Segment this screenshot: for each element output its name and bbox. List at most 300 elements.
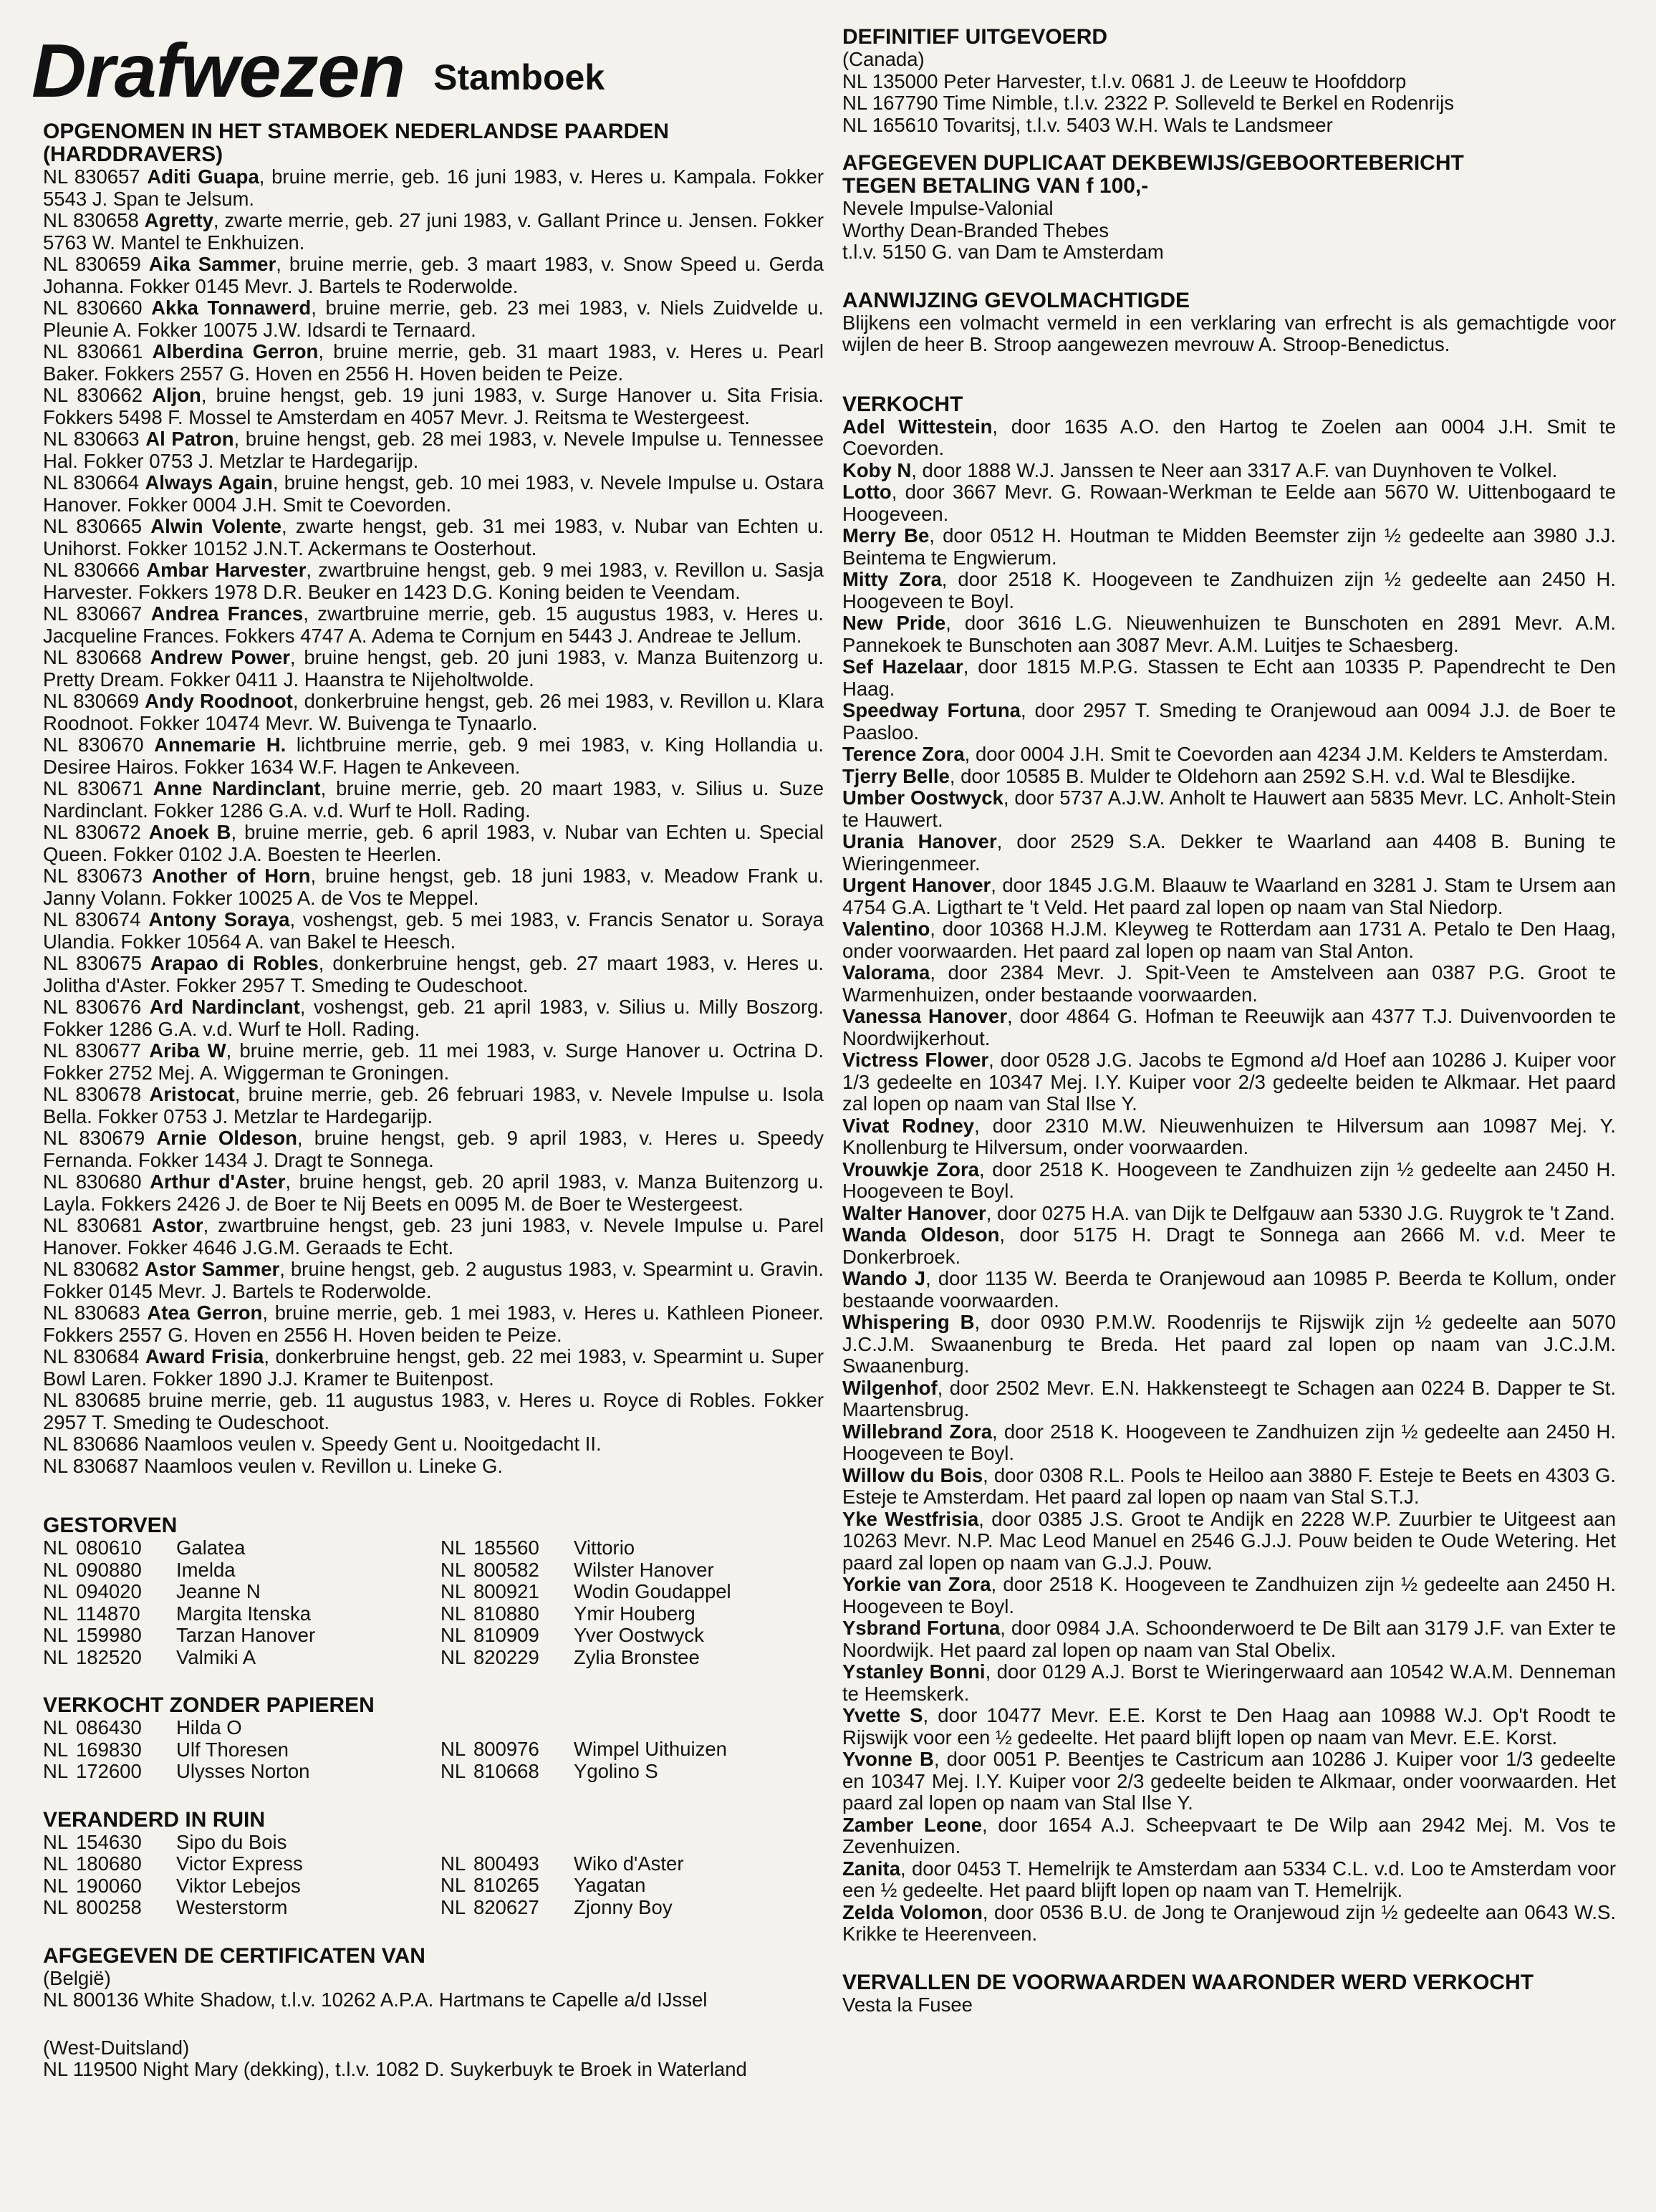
entry-details: , door 2518 K. Hoogeveen te Zandhuizen zijn ½ gedeelte aan 2450 H. Hoogeveen te Boyl. bbox=[842, 1573, 1616, 1617]
entry-details: , door 0051 P. Beentjes te Castricum aan 10286 J. Kuiper voor 1/3 gedeelte en 10347 Mej. I.Y. Kuiper voor 2/3 gedeelte beiden te Alkmaar, onder voorwaarden. Het paard zal lopen op naam van Stal Ilse Y. bbox=[842, 1748, 1616, 1814]
register-row bbox=[441, 1761, 824, 1783]
entry-details: , door 0129 A.J. Borst te Wieringerwaard aan 10542 W.A.M. Denneman te Heemskerk. bbox=[842, 1660, 1616, 1705]
entry-number: NL 830681 bbox=[43, 1214, 152, 1236]
entry-details: , door 2518 K. Hoogeveen te Zandhuizen zijn ½ gedeelte aan 2450 H. Hoogeveen te Boyl. bbox=[842, 568, 1617, 612]
register-prefix: NL bbox=[43, 1830, 69, 1853]
entry-details: , door 1888 W.J. Janssen te Neer aan 3317 A.F. van Duynhoven te Volkel. bbox=[911, 458, 1558, 481]
register-number: 810909 bbox=[473, 1624, 539, 1646]
verkocht-entry bbox=[842, 656, 1616, 700]
horse-name: Andrea Frances bbox=[150, 602, 304, 625]
register-number: 810668 bbox=[473, 1759, 539, 1782]
gestorven-table bbox=[43, 1537, 824, 1668]
horse-name: Sef Hazelaar bbox=[842, 655, 963, 678]
entry-number: NL 830666 bbox=[43, 559, 147, 581]
entry-number: NL 830679 bbox=[43, 1127, 157, 1149]
register-number: 800921 bbox=[473, 1580, 539, 1602]
entry-details: , door 0308 R.L. Pools te Heiloo aan 3880 F. Esteje te Beets en 4303 G. Esteje te Amsterdam. Het paard zal lopen op naam van Stal S.T.J. bbox=[842, 1463, 1616, 1508]
horse-name: Zamber Leone bbox=[842, 1813, 983, 1836]
register-prefix: NL bbox=[441, 1852, 466, 1875]
horse-name: Zelda Volomon bbox=[842, 1900, 983, 1923]
register-row bbox=[43, 1581, 426, 1603]
certificaten-country-1: (België) bbox=[43, 1966, 111, 1989]
entry-details: , door 0930 P.M.W. Roodenrijs te Rijswijk zijn ½ gedeelte aan 5070 J.C.J.M. Swaanenburg te Breda. Het paard zal lopen op naam van J.C.J.M. Swaanenburg. bbox=[842, 1311, 1616, 1377]
section-heading-duplicaat-2: TEGEN BETALING VAN f 100,- bbox=[842, 174, 1149, 198]
entry-number: NL 830669 bbox=[43, 690, 145, 712]
horse-name: Andrew Power bbox=[150, 646, 290, 668]
register-number: 185560 bbox=[473, 1537, 539, 1559]
horse-name: Speedway Fortuna bbox=[842, 699, 1021, 721]
entry-details: lichtbruine merrie, geb. 9 mei 1983, v. King Hollandia u. Desiree Hairos. Fokker 1634 W.F. Hagen te Ankeveen. bbox=[43, 734, 824, 778]
register-prefix: NL bbox=[43, 1624, 69, 1646]
entry-details: , voshengst, geb. 5 mei 1983, v. Francis Senator u. Soraya Ulandia. Fokker 10564 A. van Bakel te Heesch. bbox=[43, 908, 824, 953]
register-row bbox=[43, 1625, 426, 1647]
verkocht-entry bbox=[842, 1509, 1616, 1574]
horse-name: Another of Horn bbox=[151, 865, 311, 887]
register-row bbox=[43, 1853, 426, 1875]
entry-details: , door 1635 A.O. den Hartog te Zoelen aan 0004 J.H. Smit te Coevorden. bbox=[842, 415, 1616, 459]
verkocht-entry bbox=[842, 766, 1616, 788]
horse-name: Zanita bbox=[842, 1857, 900, 1880]
register-prefix: NL bbox=[43, 1537, 69, 1559]
gevolmachtigde-text: Blijkens een volmacht vermeld in een verklaring van erfrecht is als gemachtigde voor wijlen de heer B. Stroop aangewezen mevrouw A. Stroop-Benedictus. bbox=[842, 311, 1616, 355]
register-number: 820627 bbox=[473, 1895, 539, 1918]
gestorven-right bbox=[441, 1537, 824, 1668]
verkocht-entry bbox=[842, 787, 1616, 831]
horse-name: Vanessa Hanover bbox=[842, 1005, 1008, 1027]
register-prefix: NL bbox=[441, 1738, 466, 1760]
duplicaat-line: Nevele Impulse-Valonial bbox=[842, 197, 1054, 219]
section-heading-definitief: DEFINITIEF UITGEVOERD bbox=[842, 25, 1108, 49]
entry-number: NL 830660 bbox=[43, 297, 152, 319]
stamboek-entry bbox=[43, 1346, 824, 1390]
register-number: 090880 bbox=[76, 1558, 142, 1581]
horse-name: Aika Sammer bbox=[148, 253, 276, 275]
entry-details: , door 3616 L.G. Nieuwenhuizen te Bunschoten en 2891 Mevr. A.M. Pannekoek te Bunschoten aan 3087 Mevr. A.M. Luitjes te Schaesberg. bbox=[842, 612, 1616, 656]
entry-details: , bruine hengst, geb. 20 juni 1983, v. Manza Buitenzorg u. Pretty Dream. Fokker 0411 J. Haanstra te Nijeholtwolde. bbox=[43, 646, 824, 691]
zonder-papieren-table bbox=[43, 1717, 824, 1783]
horse-name: Umber Oostwyck bbox=[842, 787, 1003, 809]
stamboek-entry bbox=[43, 428, 824, 472]
horse-name: Alwin Volente bbox=[150, 515, 282, 537]
stamboek-entry bbox=[43, 254, 824, 297]
entry-number: NL 830685 bbox=[43, 1389, 148, 1411]
verkocht-entry bbox=[842, 1902, 1616, 1946]
horse-name: Aljon bbox=[152, 384, 201, 406]
horse-name: Wilgenhof bbox=[842, 1376, 938, 1399]
register-number: 154630 bbox=[76, 1830, 142, 1853]
horse-name: Whispering B bbox=[842, 1311, 975, 1333]
horse-name: Ymir Houberg bbox=[574, 1602, 695, 1625]
entry-number: NL 830664 bbox=[43, 471, 145, 494]
horse-name: Akka Tonnawerd bbox=[151, 297, 312, 319]
entry-number: NL 830687 bbox=[43, 1454, 145, 1477]
verkocht-entry bbox=[842, 1858, 1616, 1902]
horse-name: Jeanne N bbox=[176, 1580, 261, 1602]
register-number: 182520 bbox=[76, 1645, 142, 1668]
register-number: 172600 bbox=[76, 1760, 142, 1782]
entry-details: , bruine hengst, geb. 18 juni 1983, v. Meadow Frank u. Janny Volann. Fokker 10025 A. de Vos te Meppel. bbox=[43, 865, 824, 909]
entry-details: , door 10585 B. Mulder te Oldehorn aan 2592 S.H. v.d. Wal te Blesdijke. bbox=[949, 764, 1576, 787]
stamboek-entry bbox=[43, 953, 824, 996]
ruin-table bbox=[43, 1832, 824, 1919]
entry-number: NL 830672 bbox=[43, 821, 149, 843]
horse-name: Alberdina Gerron bbox=[152, 340, 319, 362]
register-number: 094020 bbox=[76, 1580, 142, 1602]
horse-name: Adel Wittestein bbox=[842, 415, 993, 438]
entry-number: NL 830659 bbox=[43, 253, 149, 275]
entry-number: NL 830661 bbox=[43, 340, 153, 362]
entry-number: NL 830657 bbox=[43, 165, 148, 188]
horse-name: Yorkie van Zora bbox=[842, 1573, 991, 1595]
horse-name: Willow du Bois bbox=[842, 1463, 983, 1486]
horse-name: Arapao di Robles bbox=[150, 952, 319, 974]
entry-number: NL 830684 bbox=[43, 1345, 145, 1367]
entry-number: NL 830662 bbox=[43, 384, 153, 406]
register-number: 114870 bbox=[76, 1602, 140, 1625]
stamboek-entry bbox=[43, 1215, 824, 1259]
horse-name: Ygolino S bbox=[574, 1759, 658, 1782]
register-row bbox=[441, 1647, 824, 1669]
entry-details: , bruine hengst, geb. 28 mei 1983, v. Nevele Impulse u. Tennessee Hal. Fokker 0753 J. Metzlar te Hardegarijp. bbox=[43, 428, 824, 472]
stamboek-entry bbox=[43, 778, 824, 822]
entry-number: NL 830670 bbox=[43, 734, 155, 756]
horse-name: Award Frisia bbox=[145, 1345, 264, 1367]
verkocht-entry bbox=[842, 1268, 1616, 1312]
register-number: 086430 bbox=[76, 1716, 142, 1739]
register-row bbox=[441, 1875, 824, 1897]
register-number: 820229 bbox=[473, 1645, 539, 1668]
verkocht-entry bbox=[842, 918, 1616, 962]
verkocht-entry bbox=[842, 1159, 1616, 1203]
right-column bbox=[842, 0, 1616, 2016]
horse-name: Al Patron bbox=[145, 428, 234, 450]
verkocht-entry bbox=[842, 1661, 1616, 1705]
ruin-left bbox=[43, 1832, 426, 1919]
register-prefix: NL bbox=[441, 1624, 466, 1646]
horse-name: Walter Hanover bbox=[842, 1201, 986, 1224]
horse-name: Hilda O bbox=[176, 1716, 242, 1739]
horse-name: Victress Flower bbox=[842, 1049, 989, 1071]
section-heading-vervallen: VERVALLEN DE VOORWAARDEN WAARONDER WERD VERKOCHT bbox=[842, 1970, 1534, 1994]
register-number: 169830 bbox=[76, 1738, 142, 1761]
horse-name: Yvette S bbox=[842, 1704, 923, 1726]
register-row bbox=[43, 1875, 426, 1898]
horse-name: Wanda Oldeson bbox=[842, 1223, 1000, 1246]
horse-name: Agretty bbox=[144, 209, 213, 231]
horse-name: Westerstorm bbox=[176, 1896, 288, 1918]
verkocht-entry bbox=[842, 1574, 1616, 1617]
entry-details: , door 5737 A.J.W. Anholt te Hauwert aan 5835 Mevr. LC. Anholt-Stein te Hauwert. bbox=[842, 787, 1616, 831]
entry-details: , bruine merrie, geb. 16 juni 1983, v. Heres u. Kampala. Fokker 5543 J. Span te Jelsum. bbox=[43, 165, 824, 210]
register-row bbox=[43, 1761, 426, 1783]
entry-details: , bruine hengst, geb. 10 mei 1983, v. Nevele Impulse u. Ostara Hanover. Fokker 0004 J.H. Smit te Coevorden. bbox=[43, 471, 824, 516]
entry-details: , door 4864 G. Hofman te Reeuwijk aan 4377 T.J. Duivenvoorden te Noordwijkerhout. bbox=[842, 1005, 1616, 1049]
verkocht-entry bbox=[842, 1115, 1616, 1159]
horse-name: Astor bbox=[151, 1214, 203, 1236]
definitief-line: NL 167790 Time Nimble, t.l.v. 2322 P. Solleveld te Berkel en Rodenrijs bbox=[842, 92, 1454, 114]
register-number: 180680 bbox=[76, 1852, 142, 1875]
horse-name: Wilster Hanover bbox=[574, 1558, 714, 1581]
register-prefix: NL bbox=[43, 1738, 69, 1761]
stamboek-entry bbox=[43, 516, 824, 559]
entry-details: , door 2518 K. Hoogeveen te Zandhuizen zijn ½ gedeelte aan 2450 H. Hoogeveen te Boyl. bbox=[842, 1158, 1616, 1202]
horse-name: Mitty Zora bbox=[842, 568, 942, 590]
verkocht-entry bbox=[842, 612, 1616, 656]
entry-details: , door 10368 H.J.M. Kleyweg te Rotterdam aan 1731 A. Petalo te Den Haag, onder voorwaarden. Het paard zal lopen op naam van Stal Anton. bbox=[842, 918, 1616, 962]
entry-details: , bruine merrie, geb. 6 april 1983, v. Nubar van Echten u. Special Queen. Fokker 0102 J.A. Boesten te Heerlen. bbox=[43, 821, 824, 865]
horse-name: Antony Soraya bbox=[148, 908, 290, 931]
section-heading-certificaten: AFGEGEVEN DE CERTIFICATEN VAN bbox=[43, 1943, 425, 1968]
vervallen-line: Vesta la Fusee bbox=[842, 1993, 973, 2016]
stamboek-entry bbox=[43, 210, 824, 254]
stamboek-entry bbox=[43, 559, 824, 603]
entry-number: NL 830667 bbox=[43, 602, 151, 625]
entry-details: , door 2384 Mevr. J. Spit-Veen te Amstelveen aan 0387 P.G. Groot te Warmenhuizen, onder bestaande voorwaarden. bbox=[842, 961, 1616, 1006]
horse-name: Aditi Guapa bbox=[147, 165, 259, 188]
horse-name: Wodin Goudappel bbox=[574, 1580, 731, 1602]
stamboek-entry bbox=[43, 909, 824, 953]
horse-name: Merry Be bbox=[842, 524, 930, 547]
horse-name: Always Again bbox=[145, 471, 273, 494]
horse-name: Astor Sammer bbox=[144, 1258, 280, 1280]
register-prefix: NL bbox=[441, 1895, 466, 1918]
horse-name: Arthur d'Aster bbox=[150, 1170, 286, 1193]
verkocht-entry bbox=[842, 1312, 1616, 1377]
gestorven-left bbox=[43, 1537, 426, 1668]
horse-name: Wando J bbox=[842, 1267, 926, 1289]
ruin-right bbox=[441, 1832, 824, 1919]
stamboek-entry bbox=[43, 647, 824, 691]
register-number: 810265 bbox=[473, 1874, 539, 1896]
entry-details: , zwartbruine hengst, geb. 9 mei 1983, v. Revillon u. Sasja Harvester. Fokkers 1978 D.R. Beuker en 1423 D.G. Koning beiden te Veendam. bbox=[43, 559, 824, 603]
entry-details: , bruine merrie, geb. 23 mei 1983, v. Niels Zuidvelde u. Pleunie A. Fokker 10075 J.W. Idsardi te Ternaard. bbox=[43, 297, 824, 341]
register-row bbox=[441, 1739, 824, 1761]
verkocht-entry bbox=[842, 1465, 1616, 1509]
entry-details: , zwarte hengst, geb. 31 mei 1983, v. Nubar van Echten u. Unihorst. Fokker 10152 J.N.T. Ackermans te Oosterhout. bbox=[43, 515, 824, 559]
entry-details: , bruine hengst, geb. 20 april 1983, v. Manza Buitenzorg u. Layla. Fokkers 2426 J. de Boer te Nij Beets en 0095 M. de Boer te Westergeest. bbox=[43, 1170, 824, 1215]
stamboek-entry bbox=[43, 1302, 824, 1346]
verkocht-entry bbox=[842, 1814, 1616, 1858]
register-row bbox=[43, 1832, 426, 1854]
certificaten-line-2: NL 119500 Night Mary (dekking), t.l.v. 1082 D. Suykerbuyk te Broek in Waterland bbox=[43, 2058, 747, 2080]
horse-name: Ulf Thoresen bbox=[176, 1738, 289, 1761]
stamboek-entry bbox=[43, 1171, 824, 1215]
register-prefix: NL bbox=[43, 1760, 69, 1782]
section-heading-verkocht: VERKOCHT bbox=[842, 392, 963, 416]
register-row bbox=[43, 1647, 426, 1669]
horse-name: Ard Nardinclant bbox=[149, 996, 300, 1018]
verkocht-entry bbox=[842, 481, 1616, 525]
entry-details: , door 0536 B.U. de Jong te Oranjewoud zijn ½ gedeelte aan 0643 W.S. Krikke te Heerenveen. bbox=[842, 1900, 1617, 1945]
register-row bbox=[441, 1897, 824, 1919]
horse-name: Vrouwkje Zora bbox=[842, 1158, 979, 1180]
entry-details: , door 2310 M.W. Nieuwenhuizen te Hilversum aan 10987 Mej. Y. Knollenburg te Hilversum, onder voorwaarden. bbox=[842, 1114, 1617, 1158]
entry-number: NL 830663 bbox=[43, 428, 146, 450]
duplicaat-line: t.l.v. 5150 G. van Dam te Amsterdam bbox=[842, 241, 1164, 263]
section-heading-gevolmachtigde: AANWIJZING GEVOLMACHTIGDE bbox=[842, 288, 1190, 312]
entry-details: , door 0453 T. Hemelrijk te Amsterdam aan 5334 C.L. v.d. Loo te Amsterdam voor een ½ gedeelte. Het paard blijft lopen op naam van T. Hemelrijk. bbox=[842, 1857, 1616, 1901]
entry-details: , door 10477 Mevr. E.E. Korst te Den Haag aan 10988 W.J. Op't Roodt te Rijswijk voor een ½ gedeelte. Het paard blijft lopen op naam van Mevr. E.E. Korst. bbox=[842, 1704, 1616, 1749]
register-row bbox=[441, 1559, 824, 1582]
section-heading-gestorven: GESTORVEN bbox=[43, 1514, 178, 1537]
left-column bbox=[43, 0, 824, 2081]
register-row bbox=[43, 1603, 426, 1625]
entry-number: NL 830671 bbox=[43, 777, 153, 799]
section-heading-opgenomen: OPGENOMEN IN HET STAMBOEK NEDERLANDSE PAARDEN bbox=[43, 120, 669, 143]
horse-name: Yver Oostwyck bbox=[574, 1624, 704, 1646]
verkocht-list bbox=[842, 416, 1616, 1946]
verkocht-entry bbox=[842, 1049, 1616, 1115]
stamboek-entry bbox=[43, 1259, 824, 1302]
horse-name: Annemarie H. bbox=[154, 734, 287, 756]
entry-details: , door 0275 H.A. van Dijk te Delfgauw aan 5330 J.G. Ruygrok te 't Zand. bbox=[986, 1201, 1615, 1224]
entry-details: , zwarte merrie, geb. 27 juni 1983, v. Gallant Prince u. Jensen. Fokker 5763 W. Mantel te Enkhuizen. bbox=[43, 209, 824, 254]
entry-details: , door 2502 Mevr. E.N. Hakkensteegt te Schagen aan 0224 B. Dapper te St. Maartensbrug. bbox=[842, 1376, 1616, 1420]
horse-name: Viktor Lebejos bbox=[176, 1874, 301, 1897]
horse-name: Wimpel Uithuizen bbox=[574, 1738, 727, 1760]
verkocht-entry bbox=[842, 460, 1616, 482]
stamboek-entry bbox=[43, 1040, 824, 1084]
horse-name: Valentino bbox=[842, 918, 930, 940]
horse-name: Vivat Rodney bbox=[842, 1114, 975, 1137]
entry-details: , voshengst, geb. 21 april 1983, v. Silius u. Milly Boszorg. Fokker 1286 G.A. v.d. Wurf te Holl. Rading. bbox=[43, 996, 824, 1040]
verkocht-entry bbox=[842, 1006, 1616, 1049]
entry-number: NL 830677 bbox=[43, 1039, 150, 1062]
register-number: 800493 bbox=[473, 1852, 539, 1875]
stamboek-entry bbox=[43, 1127, 824, 1171]
entry-number: NL 830674 bbox=[43, 908, 149, 931]
entry-details: , door 1135 W. Beerda te Oranjewoud aan 10985 P. Beerda te Kollum, onder bestaande voorwaarden. bbox=[842, 1267, 1616, 1312]
verkocht-entry bbox=[842, 525, 1616, 569]
horse-name: Willebrand Zora bbox=[842, 1420, 993, 1443]
entry-number: NL 830676 bbox=[43, 996, 150, 1018]
entry-number: NL 830680 bbox=[43, 1170, 150, 1193]
entry-details: , donkerbruine hengst, geb. 27 maart 1983, v. Heres u. Jolitha d'Aster. Fokker 2957 T. Smeding te Oudeschoot. bbox=[43, 952, 824, 996]
duplicaat-line: Worthy Dean-Branded Thebes bbox=[842, 218, 1109, 241]
horse-name: Ystanley Bonni bbox=[842, 1660, 986, 1683]
entry-details: , door 2518 K. Hoogeveen te Zandhuizen zijn ½ gedeelte aan 2450 H. Hoogeveen te Boyl. bbox=[842, 1420, 1616, 1464]
register-prefix: NL bbox=[43, 1852, 69, 1875]
entry-number: NL 830675 bbox=[43, 952, 150, 974]
stamboek-entry bbox=[43, 865, 824, 909]
certificaten-country-2: (West-Duitsland) bbox=[43, 2036, 190, 2059]
verkocht-entry bbox=[842, 875, 1616, 918]
register-prefix: NL bbox=[43, 1874, 69, 1897]
section-subheading-harddravers: (HARDDRAVERS) bbox=[43, 143, 223, 166]
stamboek-entry bbox=[43, 996, 824, 1040]
definitief-line: NL 165610 Tovaritsj, t.l.v. 5403 W.H. Wals te Landsmeer bbox=[842, 113, 1333, 136]
horse-name: Terence Zora bbox=[842, 743, 965, 765]
horse-name: Yke Westfrisia bbox=[842, 1507, 979, 1530]
verkocht-entry bbox=[842, 962, 1616, 1006]
register-row bbox=[43, 1897, 426, 1919]
entry-details: , door 0528 J.G. Jacobs te Egmond a/d Hoef aan 10286 J. Kuiper voor 1/3 gedeelte en 10347 Mej. I.Y. Kuiper voor 2/3 gedeelte beiden te Alkmaar. Het paard zal lopen op naam van Stal Ilse Y. bbox=[842, 1049, 1616, 1115]
stamboek-entry bbox=[43, 691, 824, 734]
horse-name: Yagatan bbox=[574, 1874, 646, 1896]
register-prefix: NL bbox=[43, 1602, 69, 1625]
verkocht-entry bbox=[842, 744, 1616, 766]
register-row bbox=[441, 1853, 824, 1875]
stamboek-entry bbox=[43, 822, 824, 865]
register-row bbox=[441, 1537, 824, 1559]
horse-name: Valmiki A bbox=[176, 1645, 256, 1668]
entry-details: Naamloos veulen v. Speedy Gent u. Nooitgedacht II. bbox=[144, 1433, 602, 1455]
entry-details: , zwartbruine merrie, geb. 15 augustus 1983, v. Heres u. Jacqueline Frances. Fokkers 4747 A. Adema te Cornjum en 5443 J. Andreae te Jellum. bbox=[43, 602, 824, 647]
horse-name: Tarzan Hanover bbox=[176, 1624, 316, 1646]
horse-name: Valorama bbox=[842, 961, 930, 984]
horse-name: Urania Hanover bbox=[842, 830, 997, 852]
register-row bbox=[43, 1717, 426, 1739]
certificaten-line-1: NL 800136 White Shadow, t.l.v. 10262 A.P.A. Hartmans te Capelle a/d IJssel bbox=[43, 1989, 708, 2011]
horse-name: Ambar Harvester bbox=[146, 559, 307, 581]
definitief-line: NL 135000 Peter Harvester, t.l.v. 0681 J. de Leeuw te Hoofddorp bbox=[842, 69, 1407, 92]
entry-details: , bruine hengst, geb. 19 juni 1983, v. Surge Hanover u. Sita Frisia. Fokkers 5498 F. Mossel te Amsterdam en 4057 Mevr. J. Reitsma te Westergeest. bbox=[43, 384, 824, 428]
entry-number: NL 830682 bbox=[43, 1258, 145, 1280]
horse-name: Ysbrand Fortuna bbox=[842, 1617, 1001, 1639]
entry-details: , bruine merrie, geb. 3 maart 1983, v. Snow Speed u. Gerda Johanna. Fokker 0145 Mevr. J. Bartels te Roderwolde. bbox=[43, 253, 824, 297]
register-number: 800976 bbox=[473, 1738, 539, 1760]
verkocht-entry bbox=[842, 1421, 1616, 1465]
horse-name: New Pride bbox=[842, 612, 946, 634]
register-row bbox=[441, 1625, 824, 1647]
entry-details: , door 0512 H. Houtman te Midden Beemster zijn ½ gedeelte aan 3980 J.J. Beintema te Engwierum. bbox=[842, 524, 1616, 569]
entry-number: NL 830678 bbox=[43, 1083, 150, 1105]
stamboek-entry bbox=[43, 603, 824, 647]
definitief-country: (Canada) bbox=[842, 48, 925, 70]
register-row bbox=[43, 1559, 426, 1582]
verkocht-entry bbox=[842, 1203, 1616, 1225]
entry-number: NL 830658 bbox=[43, 209, 145, 231]
entry-details: , door 1654 A.J. Scheepvaart te De Wilp aan 2942 Mej. M. Vos te Zevenhuizen. bbox=[842, 1813, 1616, 1857]
entry-details: , bruine hengst, geb. 9 april 1983, v. Heres u. Speedy Fernanda. Fokker 1434 J. Dragt te Sonnega. bbox=[43, 1127, 824, 1171]
entry-details: , door 2957 T. Smeding te Oranjewoud aan 0094 J.J. de Boer te Paasloo. bbox=[842, 699, 1617, 744]
verkocht-entry bbox=[842, 569, 1616, 612]
entry-number: NL 830683 bbox=[43, 1302, 148, 1324]
stamboek-entry bbox=[43, 734, 824, 778]
entry-number: NL 830673 bbox=[43, 865, 152, 887]
horse-name: Andy Roodnoot bbox=[145, 690, 293, 712]
entry-details: Naamloos veulen v. Revillon u. Lineke G. bbox=[144, 1454, 504, 1477]
entry-details: , door 0004 J.H. Smit te Coevorden aan 4234 J.M. Kelders te Amsterdam. bbox=[964, 743, 1609, 765]
verkocht-entry bbox=[842, 416, 1616, 460]
register-prefix: NL bbox=[43, 1716, 69, 1739]
entry-details: , door 2529 S.A. Dekker te Waarland aan 4408 B. Buning te Wieringenmeer. bbox=[842, 830, 1616, 875]
zonder-papieren-left bbox=[43, 1717, 426, 1783]
entry-number: NL 830686 bbox=[43, 1433, 145, 1455]
register-number: 159980 bbox=[76, 1624, 142, 1646]
horse-name: Ariba W bbox=[149, 1039, 226, 1062]
register-number: 800258 bbox=[76, 1896, 142, 1918]
entry-details: bruine merrie, geb. 11 augustus 1983, v. Heres u. Royce di Robles. Fokker 2957 T. Smeding te Oudeschoot. bbox=[43, 1389, 824, 1433]
opgenomen-list bbox=[43, 166, 824, 1477]
stamboek-entry bbox=[43, 297, 824, 341]
entry-details: , door 5175 H. Dragt te Sonnega aan 2666 M. v.d. Meer te Donkerbroek. bbox=[842, 1223, 1616, 1268]
stamboek-entry bbox=[43, 472, 824, 516]
horse-name: Atea Gerron bbox=[147, 1302, 263, 1324]
register-prefix: NL bbox=[441, 1759, 466, 1782]
stamboek-entry bbox=[43, 1456, 824, 1478]
verkocht-entry bbox=[842, 1377, 1616, 1421]
register-prefix: NL bbox=[441, 1602, 466, 1625]
horse-name: Sipo du Bois bbox=[176, 1830, 287, 1853]
register-number: 190060 bbox=[76, 1874, 142, 1897]
section-heading-ruin: VERANDERD IN RUIN bbox=[43, 1807, 266, 1832]
register-number: 800582 bbox=[473, 1558, 539, 1581]
horse-name: Margita Itenska bbox=[176, 1602, 312, 1625]
verkocht-entry bbox=[842, 831, 1616, 875]
register-prefix: NL bbox=[43, 1645, 69, 1668]
register-row bbox=[441, 1603, 824, 1625]
